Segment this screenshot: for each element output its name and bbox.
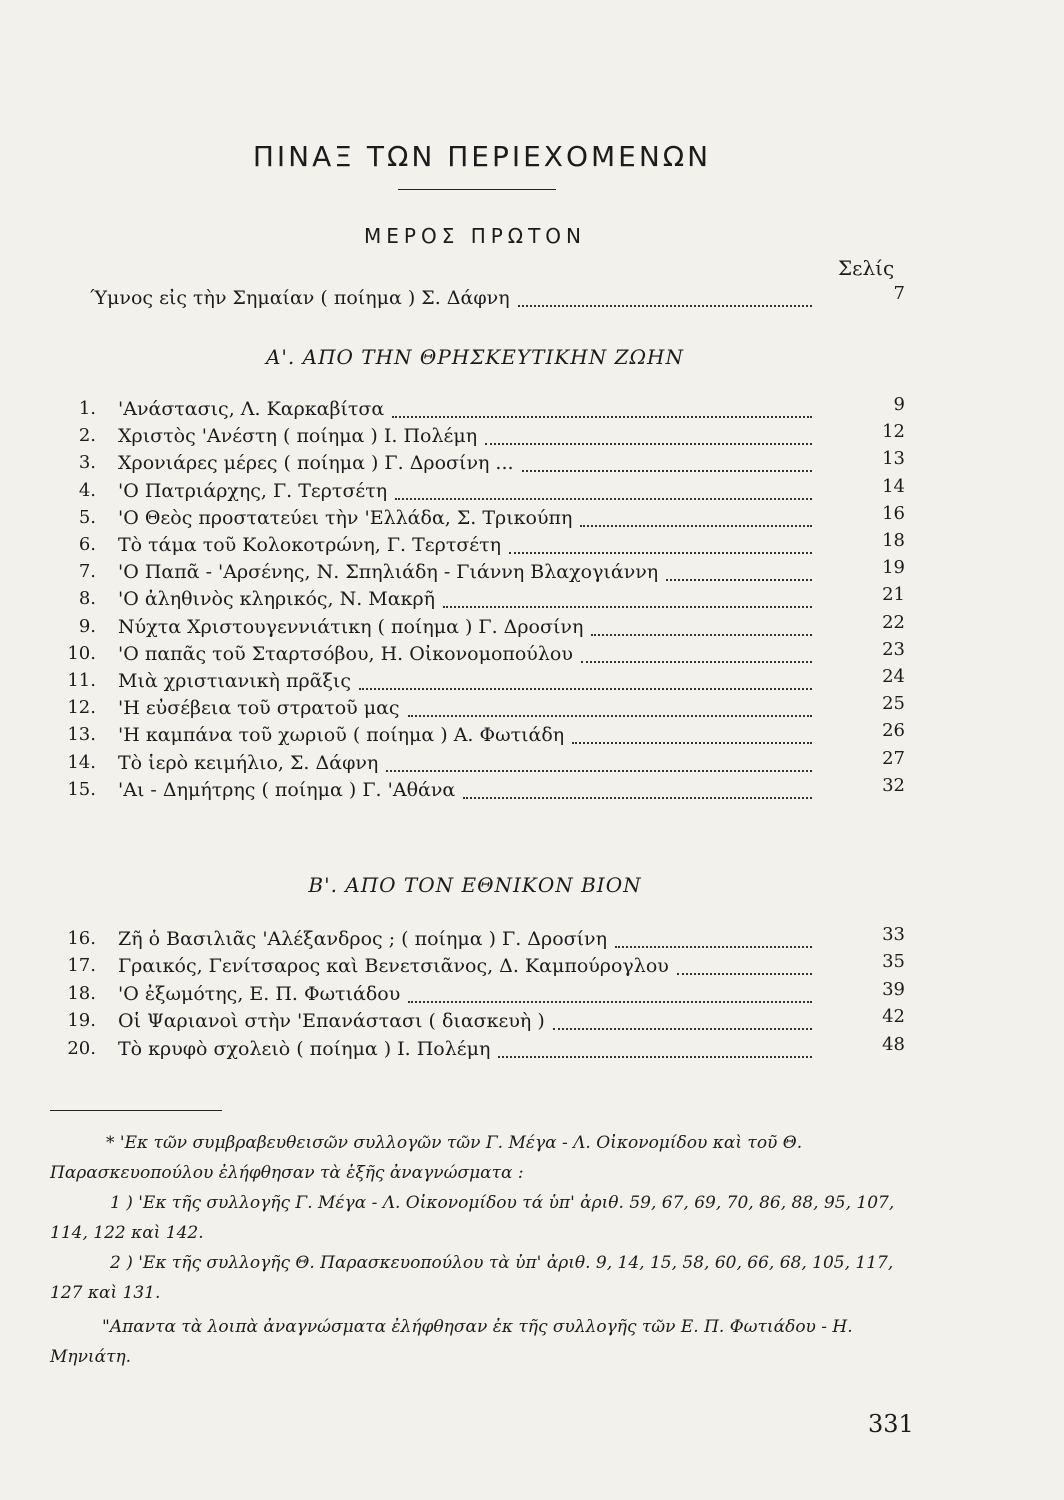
page-title: ΠΙΝΑΞ ΤΩΝ ΠΕΡΙΕΧΟΜΕΝΩΝ xyxy=(252,140,712,173)
leader-dots xyxy=(518,281,812,307)
toc-entry-page: 32 xyxy=(882,774,905,796)
toc-entry-number: 14. xyxy=(67,751,96,773)
toc-entry-page: 24 xyxy=(882,666,905,687)
footnote-item-2: 2 ) 'Εκ τῆς συλλογῆς Θ. Παρασκευοπούλου τὰ ὑπ' ἀριθ. 9, 14, 15, 58, 60, 66, 68, 105, 117, 127 καὶ 131. xyxy=(50,1253,894,1303)
toc-entry-text: 'Αι - Δημήτρης ( ποίημα ) Γ. 'Αθάνα xyxy=(118,778,456,801)
toc-entry-text: 'Ανάστασις, Λ. Καρκαβίτσα xyxy=(118,398,385,420)
toc-entry-text: 'Ο ἀληθινὸς κληρικός, Ν. Μακρῆ xyxy=(118,588,436,611)
toc-entry-page: 12 xyxy=(882,421,905,443)
toc-entry-text: 'Η εὐσέβεια τοῦ στρατοῦ μας xyxy=(118,697,400,720)
toc-entry-number: 20. xyxy=(67,1037,96,1059)
toc-entry-number: 13. xyxy=(67,724,96,746)
section-b-heading: Β'. ΑΠΟ ΤΟΝ ΕΘΝΙΚΟΝ ΒΙΟΝ xyxy=(308,873,642,897)
toc-entry-number: 4. xyxy=(78,479,96,501)
toc-entry-page: 16 xyxy=(882,502,905,524)
toc-entry-text: Ύμνος εἰς τὴν Σημαίαν ( ποίημα ) Σ. Δάφνη xyxy=(90,287,510,309)
title-divider xyxy=(398,189,556,190)
toc-entry-number: 16. xyxy=(67,928,96,949)
leader-dots xyxy=(581,637,812,663)
leader-dots xyxy=(591,610,812,636)
toc-entry-page: 39 xyxy=(882,978,905,1000)
page-number: 331 xyxy=(868,1410,914,1438)
toc-entry-text: 'Ο Πατριάρχης, Γ. Τερτσέτη xyxy=(118,479,388,502)
toc-entry-text: Τὸ κρυφὸ σχολειὸ ( ποίημα ) Ι. Πολέμη xyxy=(118,1037,491,1060)
toc-entry-text: 'Η καμπάνα τοῦ χωριοῦ ( ποίημα ) Α. Φωτιάδη xyxy=(118,724,565,747)
toc-entry-page: 26 xyxy=(882,720,905,742)
toc-entry-number: 19. xyxy=(67,1010,96,1032)
toc-entry-number: 17. xyxy=(67,955,96,977)
leader-dots xyxy=(408,691,812,717)
page-column-label: Σελίς xyxy=(838,256,895,280)
toc-entry-page: 13 xyxy=(882,448,905,470)
toc-entry-number: 7. xyxy=(78,561,96,583)
leader-dots xyxy=(408,977,812,1003)
toc-entry-number: 5. xyxy=(78,506,96,528)
toc-entry-number: 2. xyxy=(78,425,96,447)
toc-entry-text: 'Ο ἐξωμότης, Ε. Π. Φωτιάδου xyxy=(118,982,401,1005)
footnote-item-1: 1 ) 'Εκ τῆς συλλογῆς Γ. Μέγα - Λ. Οἰκονομίδου τά ὑπ' ἀριθ. 59, 67, 69, 70, 86, 88, 95, 107, 114, 122 καὶ 142. xyxy=(50,1193,895,1243)
toc-entry-number: 8. xyxy=(78,588,96,610)
toc-entry-number: 15. xyxy=(67,778,96,800)
toc-entry-text: Χρονιάρες μέρες ( ποίημα ) Γ. Δροσίνη ... xyxy=(118,452,514,475)
toc-entry-page: 27 xyxy=(882,747,905,769)
toc-entry-text: Οἱ Ψαριανοὶ στὴν 'Επανάστασι ( διασκευὴ ) xyxy=(118,1010,545,1033)
toc-entry-text: Μιὰ χριστιανικὴ πρᾶξις xyxy=(118,670,352,692)
leader-dots xyxy=(580,501,812,527)
toc-entry-text: Ζῆ ὁ Βασιλιᾶς 'Αλέξανδρος ; ( ποίημα ) Γ. Δροσίνη xyxy=(118,928,607,950)
toc-entry-page: 9 xyxy=(893,394,905,415)
toc-entry-text: 'Ο Θεὸς προστατεύει τὴν 'Ελλάδα, Σ. Τρικούπη xyxy=(118,506,573,529)
toc-entry-page: 18 xyxy=(882,530,905,551)
leader-dots xyxy=(359,664,812,690)
leader-dots xyxy=(386,746,812,772)
toc-entry-number: 1. xyxy=(78,398,96,419)
toc-entry-page: 48 xyxy=(882,1033,905,1055)
toc-entry-text: Τὸ τάμα τοῦ Κολοκοτρώνη, Γ. Τερτσέτη xyxy=(118,534,502,556)
toc-entry xyxy=(0,774,1064,807)
toc-entry-text: Τὸ ἱερὸ κειμήλιο, Σ. Δάφνη xyxy=(118,751,379,774)
toc-entry-number: 3. xyxy=(78,452,96,474)
toc-entry-number: 11. xyxy=(67,670,96,691)
toc-entry-page: 14 xyxy=(882,475,905,497)
toc-entry-page: 25 xyxy=(882,693,905,715)
leader-dots xyxy=(677,949,812,975)
toc-entry-page: 21 xyxy=(882,584,905,606)
leader-dots xyxy=(615,922,812,948)
toc-entry-number: 9. xyxy=(78,615,96,637)
leader-dots xyxy=(443,582,812,608)
leader-dots xyxy=(392,392,812,418)
toc-entry-page: 42 xyxy=(882,1006,905,1028)
leader-dots xyxy=(553,1004,812,1030)
leader-dots xyxy=(498,1032,812,1058)
toc-entry-number: 18. xyxy=(67,982,96,1004)
toc-entry-page: 23 xyxy=(882,638,905,660)
leader-dots xyxy=(572,718,812,744)
toc-entry-page: 7 xyxy=(893,283,905,304)
toc-entry-number: 10. xyxy=(67,642,96,664)
toc-entry-intro xyxy=(0,283,1064,315)
toc-entry-text: 'Ο παπᾶς τοῦ Σταρτσόβου, Η. Οἰκονομοπούλου xyxy=(118,642,573,665)
toc-entry-page: 35 xyxy=(882,951,905,973)
toc-entry-text: 'Ο Παπᾶ - 'Αρσένης, Ν. Σπηλιάδη - Γιάννη Βλαχογιάννη xyxy=(118,561,659,584)
toc-entry-text: Χριστὸς 'Ανέστη ( ποίημα ) Ι. Πολέμη xyxy=(118,425,478,448)
footnote-intro: * 'Εκ τῶν συμβραβευθεισῶν συλλογῶν τῶν Γ. Μέγα - Λ. Οἰκονομίδου καὶ τοῦ Θ. Παρασκευοπούλου ἐλήφθησαν τὰ ἑξῆς ἀναγνώσματα : xyxy=(50,1133,803,1183)
leader-dots xyxy=(485,419,812,445)
leader-dots xyxy=(395,474,812,500)
toc-entry-text: Γραικός, Γενίτσαρος καὶ Βενετσιᾶνος, Δ. Καμπούρογλου xyxy=(118,955,669,978)
toc-entry-page: 19 xyxy=(882,557,905,579)
footnote-divider xyxy=(50,1110,222,1111)
leader-dots xyxy=(509,528,812,554)
footnote-remainder: "Απαντα τὰ λοιπὰ ἀναγνώσματα ἐλήφθησαν ἐκ τῆς συλλογῆς τῶν Ε. Π. Φωτιάδου - Η. Μηνιάτη. xyxy=(50,1317,853,1367)
leader-dots xyxy=(522,446,812,472)
toc-entry-page: 33 xyxy=(882,924,905,945)
leader-dots xyxy=(666,555,812,581)
toc-entry-number: 12. xyxy=(67,697,96,719)
toc-entry-text: Νύχτα Χριστουγεννιάτικη ( ποίημα ) Γ. Δροσίνη xyxy=(118,615,584,638)
toc-entry-number: 6. xyxy=(78,534,96,555)
section-a-heading: Α'. ΑΠΟ ΤΗΝ ΘΡΗΣΚΕΥΤΙΚΗΝ ΖΩΗΝ xyxy=(265,345,684,369)
part-heading: ΜΕΡΟΣ ΠΡΩΤΟΝ xyxy=(364,224,586,248)
leader-dots xyxy=(463,773,812,799)
toc-entry-page: 22 xyxy=(882,611,905,633)
toc-entry xyxy=(0,1033,1064,1066)
